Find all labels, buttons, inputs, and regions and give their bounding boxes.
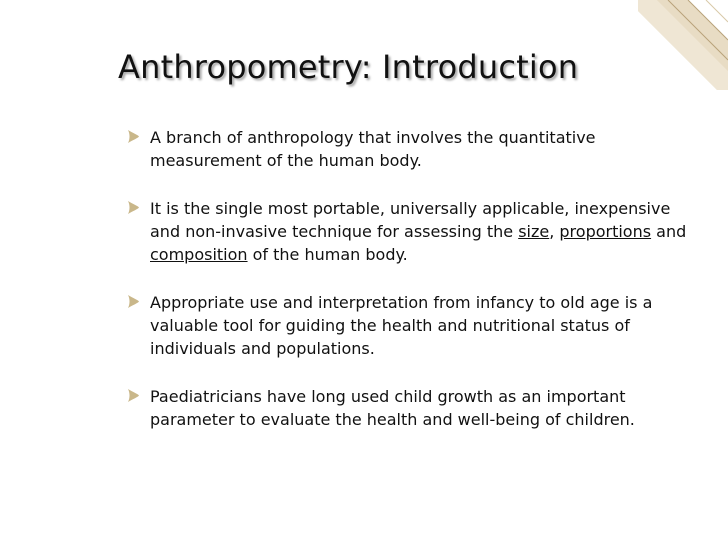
bullet-text: Paediatricians have long used child growth as an important parameter to evaluate the health and well-being of children. bbox=[150, 387, 635, 429]
bullet-item bbox=[128, 291, 696, 360]
bullet-text: A branch of anthropology that involves the quantitative measurement of the human body. bbox=[150, 128, 596, 170]
curved-triangle-bullet-icon bbox=[128, 201, 139, 214]
corner-decoration bbox=[638, 0, 728, 90]
bullet-text-before: It is the single most portable, universally applicable, inexpensive and non-invasive technique for assessing the bbox=[150, 199, 671, 241]
bullet-text: Appropriate use and interpretation from infancy to old age is a valuable tool for guiding the health and nutritional status of individuals and populations. bbox=[150, 293, 653, 358]
link-composition[interactable]: composition bbox=[150, 245, 248, 264]
bullet-text-after: of the human body. bbox=[247, 245, 408, 264]
bullet-item bbox=[128, 385, 696, 431]
slide-title: Anthropometry: Introduction bbox=[118, 48, 579, 86]
bullet-item bbox=[128, 197, 696, 266]
link-proportions[interactable]: proportions bbox=[559, 222, 652, 241]
bullet-text-separator: , bbox=[549, 222, 560, 241]
bullet-text-separator: and bbox=[651, 222, 687, 241]
bullet-item bbox=[128, 126, 696, 172]
link-size[interactable]: size bbox=[518, 222, 550, 241]
curved-triangle-bullet-icon bbox=[128, 130, 139, 143]
curved-triangle-bullet-icon bbox=[128, 389, 139, 402]
bullet-list bbox=[128, 126, 696, 431]
curved-triangle-bullet-icon bbox=[128, 295, 139, 308]
